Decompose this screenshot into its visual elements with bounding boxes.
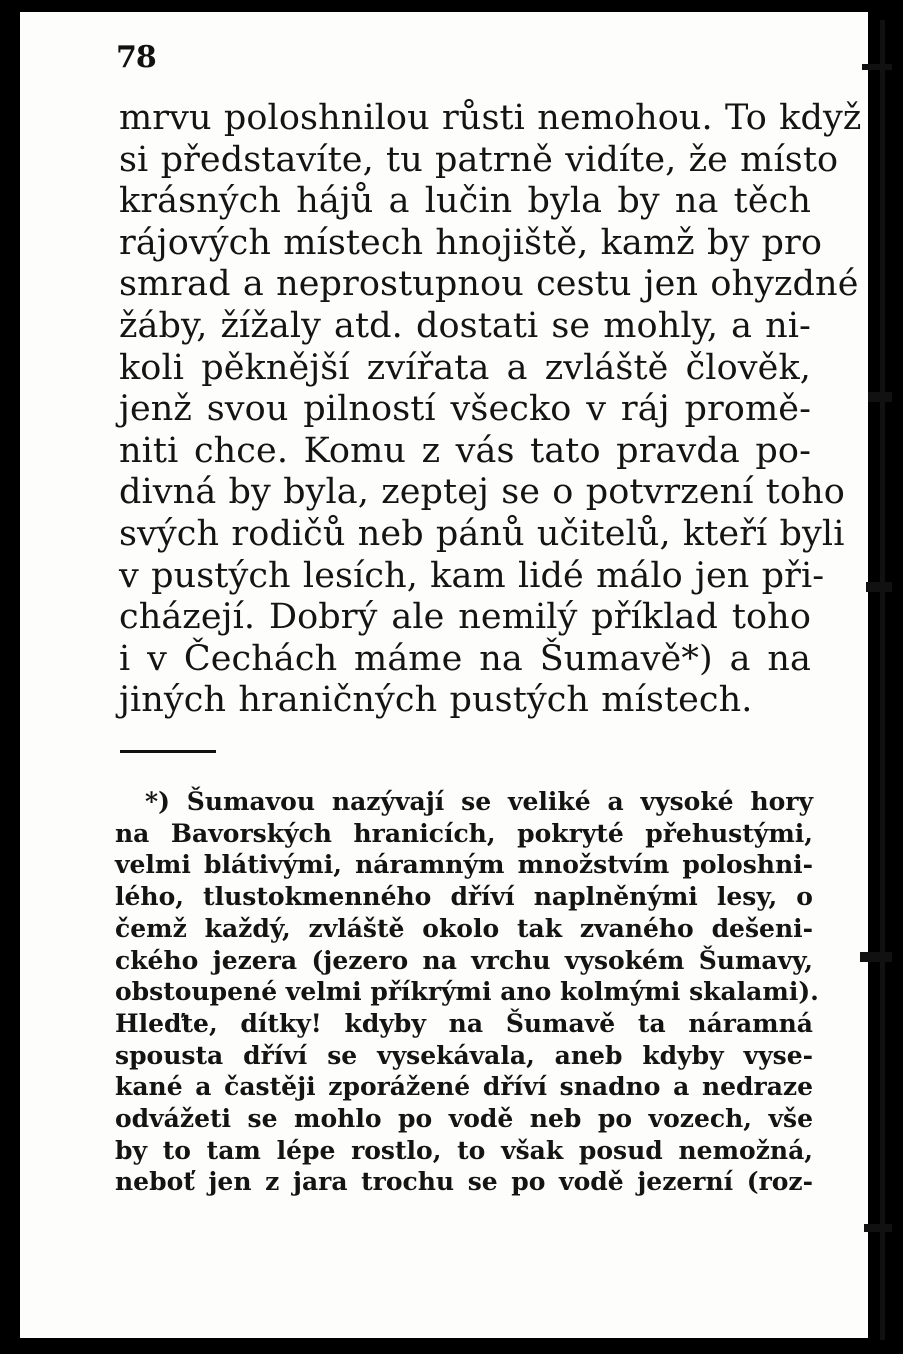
text-line: cházejí. Dobrý ale nemilý příklad toho bbox=[119, 597, 811, 638]
footnote-divider bbox=[120, 750, 216, 753]
binding-mark bbox=[866, 582, 892, 592]
text-line: koli pěknější zvířata a zvláště člověk, bbox=[119, 347, 811, 388]
footnote-line: kané a častěji zporážené dříví snadno a nedraze bbox=[115, 1072, 813, 1102]
main-text bbox=[119, 98, 862, 722]
text-line: v pustých lesích, kam lidé málo jen při- bbox=[119, 555, 825, 596]
binding-mark bbox=[868, 392, 892, 402]
text-line: niti chce. Komu z vás tato pravda po- bbox=[119, 430, 811, 471]
text-line: mrvu poloshnilou růsti nemohou. To když bbox=[119, 98, 862, 138]
text-line: žáby, žížaly atd. dostati se mohly, a ni- bbox=[119, 305, 811, 346]
binding-mark bbox=[864, 1224, 892, 1232]
footnote-line: obstoupené velmi příkrými ano kolmými skalami). bbox=[115, 977, 819, 1007]
text-line: svých rodičů neb pánů učitelů, kteří byli bbox=[119, 513, 845, 554]
footnote-line: čemž každý, zvláště okolo tak zvaného dešeni- bbox=[115, 913, 813, 943]
footnote-line: ckého jezera (jezero na vrchu vysokém Šumavy, bbox=[115, 945, 813, 975]
text-line: smrad a neprostupnou cestu jen ohyzdné bbox=[119, 264, 859, 305]
book-page bbox=[20, 12, 868, 1338]
footnote bbox=[115, 786, 819, 1198]
page-number: 78 bbox=[116, 40, 156, 75]
footnote-line: *) Šumavou nazývají se veliké a vysoké hory bbox=[145, 787, 813, 816]
footnote-line: spousta dříví se vysekávala, aneb kdyby vyse- bbox=[115, 1040, 813, 1070]
text-line: i v Čechách máme na Šumavě*) a na bbox=[119, 638, 811, 679]
footnote-line: odvážeti se mohlo po vodě neb po vozech, vše bbox=[115, 1104, 813, 1134]
text-line: jenž svou pilností všecko v ráj promě- bbox=[119, 389, 811, 430]
text-line: divná by byla, zeptej se o potvrzení toho bbox=[119, 472, 845, 513]
footnote-line: lého, tlustokmenného dříví naplněnými lesy, o bbox=[115, 882, 813, 912]
footnote-line: velmi blátivými, náramným množstvím poloshni- bbox=[115, 850, 813, 880]
binding-mark bbox=[862, 64, 892, 70]
text-line: si představíte, tu patrně vidíte, že místo bbox=[119, 139, 839, 180]
footnote-line: neboť jen z jara trochu se po vodě jezerní (roz- bbox=[115, 1167, 813, 1197]
footnote-line: na Bavorských hranicích, pokryté přehustými, bbox=[115, 818, 813, 848]
text-line: rájových místech hnojiště, kamž by pro bbox=[119, 222, 823, 263]
footnote-line: by to tam lépe rostlo, to však posud nemožná, bbox=[115, 1135, 813, 1165]
text-line: jiných hraničných pustých místech. bbox=[119, 680, 753, 721]
binding-mark bbox=[860, 952, 892, 962]
footnote-line: Hleďte, dítky! kdyby na Šumavě ta náramná bbox=[115, 1008, 813, 1038]
text-line: krásných hájů a lučin byla by na těch bbox=[119, 181, 811, 222]
binding-rule bbox=[880, 20, 885, 1340]
